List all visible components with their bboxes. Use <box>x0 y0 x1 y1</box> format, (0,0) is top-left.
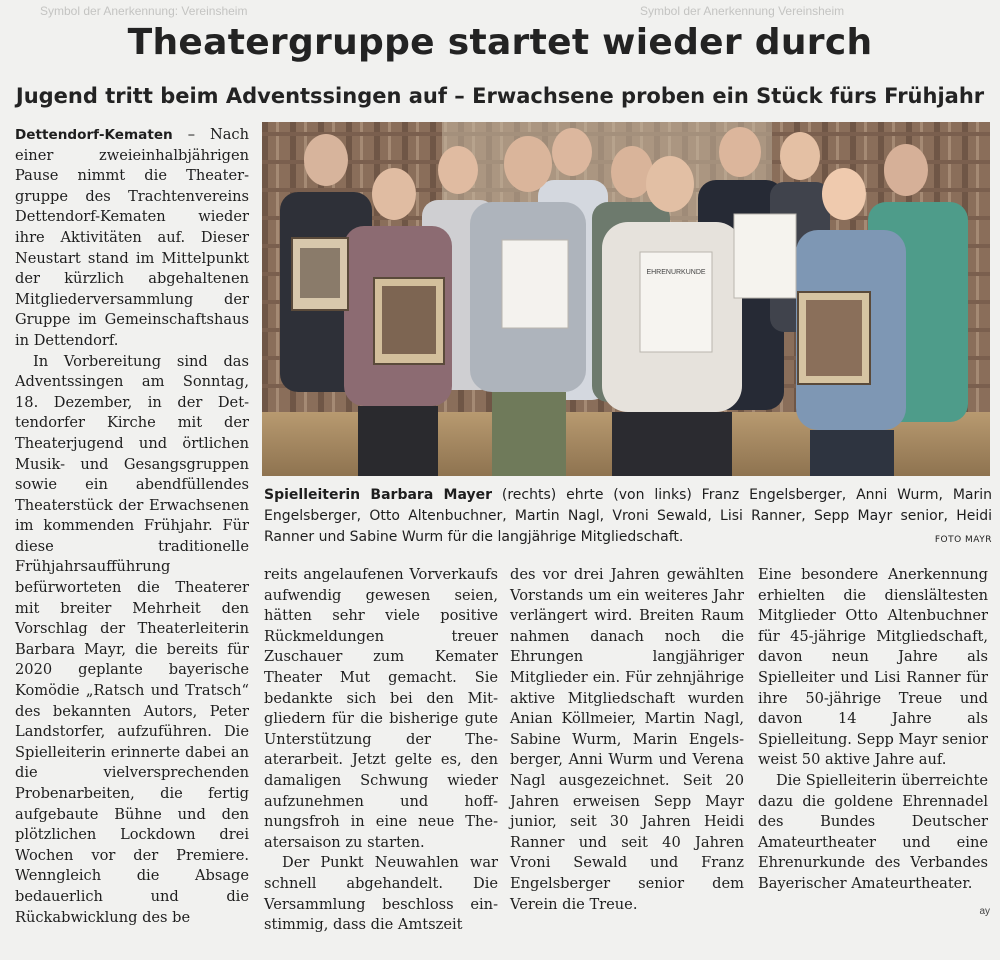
caption-lead: Spielleiterin Barbara Mayer <box>264 487 493 503</box>
bleed-through-text <box>0 2 1000 22</box>
paragraph-text: – Nach einer zweieinhalbjährigen Pause nimmt die Theatergruppe des Trachtenvereins Dettendorf-Kematen wieder ihre Aktivitäten auf. Dieser Neustart stand im Mittelpunkt der kürzlich abgehaltenen Mitgliederversammlung der Gruppe im Gemeinschaftshaus in Dettendorf. <box>15 126 249 349</box>
dateline: Dettendorf-Kematen <box>15 127 173 143</box>
caption-text: (rechts) ehrte (von links) Franz Engelsberger, Anni Wurm, Marin Engelsberger, Otto Altenbuchner, Martin Nagl, Vroni Sewald, Lisi Ranner, Sepp Mayr senior, Heidi Ranner und Sabine Wurm für die langjährige Mitgliedschaft. <box>264 487 993 545</box>
article-paragraph: Die Spielleiterin überreichte dazu die goldene Ehrennadel des Bundes Deutscher Amateurtheater und eine Ehrenurkunde des Verbandes Bayerischer Amateurtheater. <box>758 771 988 892</box>
author-initials: ay <box>979 906 990 917</box>
headline: Theatergruppe startet wieder durch <box>127 22 873 63</box>
group-photo-illustration <box>262 122 990 476</box>
certificate-text: EHRENURKUNDE <box>646 269 706 276</box>
article-paragraph: des vor drei Jahren gewählten Vorstands um ein weiteres Jahr verlängert wird. Breiten Raum nahmen danach noch die Ehrungen langjähriger Mitglieder ein. Für zehnjährige aktive Mitgliedschaft wurden Anian Köllmeier, Martin Nagl, Sabine Wurm, Marin Engelsberger, Anni Wurm und Verena Nagl ausgezeichnet. Seit 20 Jahren erweisen Sepp Mayr junior, seit 30 Jahren Heidi Ranner und seit 40 Jahren Vroni Sewald und Franz Engelsberger senior dem Verein die Treue. <box>510 566 744 913</box>
article-paragraph: reits angelaufenen Vorverkaufs aufwendig gewesen seien, hätten sehr viele positive Rückmeldungen treuer Zuschauer zum Kemater Theater Mut gemacht. Sie bedankte sich bei den Mitgliedern für die bisherige gute Unterstützung der Theaterarbeit. Jetzt gelte es, den damaligen Schwung wieder aufzunehmen und hoffnungsfroh in eine neue Theatersaison zu starten. <box>264 566 498 851</box>
article-column-4 <box>758 565 988 895</box>
article-paragraph: Eine besondere Anerkennung erhielten die dienslältesten Mitglieder Otto Altenbuchner für 45-jährige Mitgliedschaft, davon neun Jahre als Spielleiter und Lisi Ranner für ihre 50-jährige Treue und davon 14 Jahre als Spielleitung. Sepp Mayr senior weist 50 aktive Jahre auf. <box>758 566 988 769</box>
article-paragraph: In Vorbereitung sind das Adventssingen am Sonntag, 18. Dezember, in der Dettendorfer Kirche mit der Theaterjugend und örtlichen Musik- und Gesangsgruppen sowie ein abendfüllendes Theaterstück der Erwachsenen im kommenden Frühjahr. Für diese traditionelle Frühjahrsaufführung befürworteten die Theaterer mit breiter Mehrheit den Vorschlag der Theaterleiterin Barbara Mayr, die bereits für 2020 geplante bayerische Komödie „Ratsch und Tratsch“ des bekannten Autors, Peter Landstorfer, aufzuführen. Die Spielleiterin erinnerte dabei an die vielversprechenden Probenarbeiten, die fertig aufgebaute Bühne und den plötzlichen Lockdown drei Wochen vor der Premiere. Wenngleich die Absage bedauerlich und die Rückabwicklung des be <box>15 352 249 926</box>
bleed-through-right: Symbol der Anerkennung Vereinsheim <box>640 4 845 18</box>
article-column-2 <box>264 565 498 936</box>
article-column-1 <box>15 125 249 928</box>
group-photo <box>262 122 990 476</box>
article-paragraph: Der Punkt Neuwahlen war schnell abgehandelt. Die Versammlung beschloss einstimmig, dass die Amtszeit <box>264 854 498 934</box>
bleed-through-left: Symbol der Anerkennung: Vereinsheim <box>40 4 248 18</box>
article-paragraph <box>15 125 249 352</box>
subheadline: Jugend tritt beim Adventssingen auf – Erwachsene proben ein Stück fürs Frühjahr <box>15 84 985 108</box>
photo-caption <box>264 485 992 551</box>
article-column-3 <box>510 565 744 915</box>
photo-credit: FOTO MAYR <box>934 535 992 545</box>
